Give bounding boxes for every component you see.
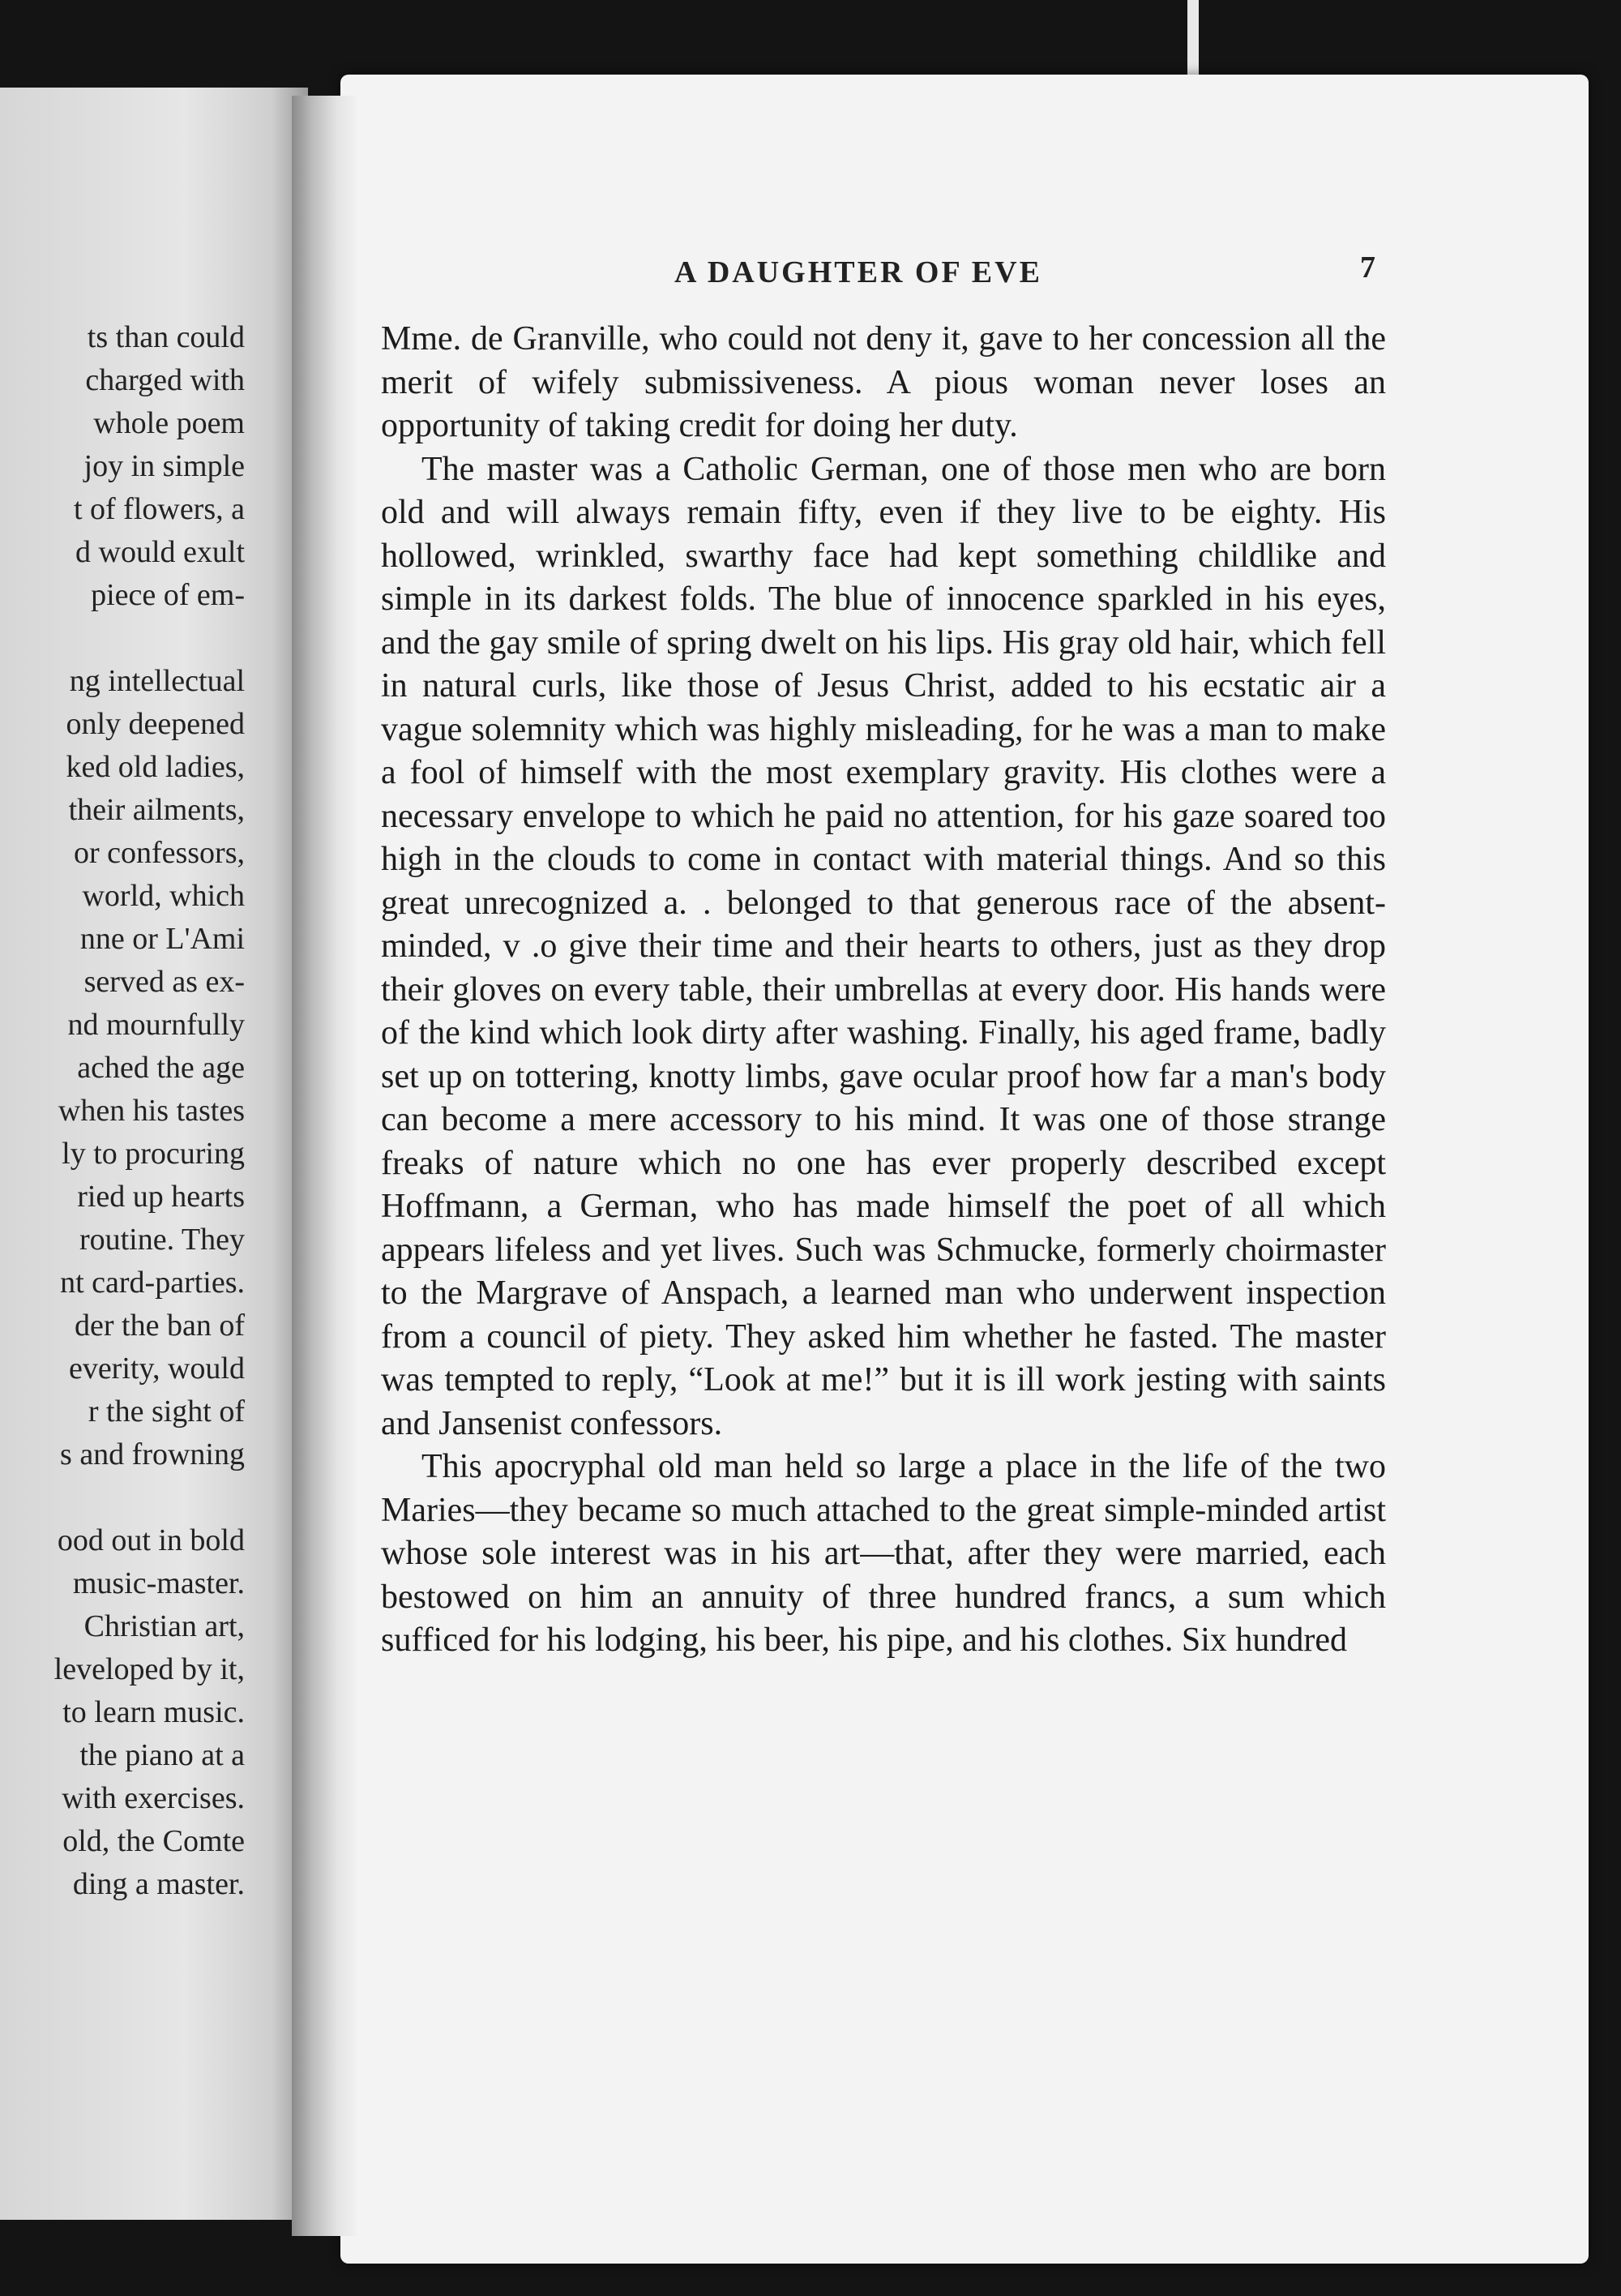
left-gap (0, 617, 245, 660)
left-page-text (0, 316, 245, 1906)
left-line: ood out in bold (57, 1523, 245, 1557)
scan-edge-strip (1187, 0, 1199, 81)
left-line: routine. They (79, 1223, 245, 1257)
body-text (381, 318, 1386, 1663)
running-head: A DAUGHTER OF EVE (674, 255, 1042, 289)
left-line: ding a master. (72, 1867, 245, 1901)
left-line: s and frowning (60, 1437, 245, 1471)
left-line: charged with (85, 363, 245, 397)
left-line: the piano at a (79, 1738, 245, 1772)
left-line: r the sight of (88, 1394, 245, 1429)
left-line: ly to procuring (62, 1137, 245, 1171)
left-line: nt card-parties. (60, 1266, 245, 1300)
paragraph: The master was a Catholic German, one of those men who are born old and will always remain fifty, even if they live to be eighty. His hollowed, wrinkled, swarthy face had kept something childlike and simple in its darkest folds. The blue of innocence sparkled in his eyes, and the gay smile of spring dwelt on his lips. His gray old hair, which fell in natural curls, like those of Jesus Christ, added to his ecstatic air a vague solemnity which was highly misleading, for he was a man to make a fool of himself with the most exemplary gravity. His clothes were a necessary envelope to which he paid no attention, for his gaze soared too high in the clouds to come in contact with material things. And so this great unrecognized a. . belonged to that generous race of the absent-minded, v .o give their time and their hearts to others, just as they drop their gloves on every table, their umbrellas at every door. His hands were of the kind which look dirty after washing. Finally, his aged frame, badly set up on tottering, knotty limbs, gave ocular proof how far a man's body can become a mere accessory to his mind. It was one of those strange freaks of nature which no one has ever properly described except Hoffmann, a German, who has made himself the poet of all which appears lifeless and yet lives. Such was Schmucke, formerly choirmaster to the Margrave of Anspach, a learned man who underwent inspection from a council of piety. They asked him whether he fasted. The master was tempted to reply, “Look at me!” but it is ill work jesting with saints and Jansenist confessors. (381, 450, 1386, 1442)
left-line: with exercises. (62, 1781, 245, 1815)
left-line: music-master. (72, 1566, 245, 1600)
left-page (0, 88, 308, 2220)
left-line: or confessors, (73, 836, 245, 870)
left-line: to learn music. (62, 1695, 245, 1729)
paragraph: Mme. de Granville, who could not deny it, gave to her concession all the merit of wifely submissiveness. A pious woman never loses an opportunity of taking credit for doing her duty. (381, 320, 1386, 444)
paragraph: This apocryphal old man held so large a place in the life of the two Maries—they became so much attached to the great simple-minded artist whose sole interest was in his art—that, after they were married, each bestowed on him an annuity of three hundred francs, a sum which sufficed for his lodging, his beer, his pipe, and his clothes. Six hundred (381, 1448, 1386, 1659)
left-line: piece of em- (91, 578, 245, 612)
right-page (340, 75, 1589, 2264)
page-number: 7 (1360, 251, 1375, 285)
page-header (340, 251, 1589, 297)
left-line: d would exult (75, 535, 245, 569)
left-gap (0, 1476, 245, 1519)
left-line: whole poem (93, 406, 245, 440)
left-line: t of flowers, a (73, 492, 245, 526)
left-line: served as ex- (83, 965, 245, 999)
left-line: ts than could (87, 320, 245, 354)
left-line: nd mournfully (67, 1008, 245, 1042)
left-line: nne or L'Ami (79, 922, 245, 956)
left-line: ng intellectual (69, 664, 245, 698)
left-line: everity, would (68, 1351, 245, 1386)
left-line: Christian art, (83, 1609, 245, 1643)
left-line: their ailments, (68, 793, 245, 827)
book-gutter (292, 96, 357, 2236)
left-line: old, the Comte (62, 1824, 245, 1858)
left-line: when his tastes (58, 1094, 245, 1128)
left-line: ked old ladies, (66, 750, 245, 784)
left-line: world, which (82, 879, 245, 913)
left-line: leveloped by it, (53, 1652, 245, 1686)
left-line: der the ban of (75, 1309, 245, 1343)
left-line: only deepened (66, 707, 245, 741)
left-line: ached the age (77, 1051, 245, 1085)
left-line: joy in simple (83, 449, 245, 483)
left-line: ried up hearts (77, 1180, 245, 1214)
